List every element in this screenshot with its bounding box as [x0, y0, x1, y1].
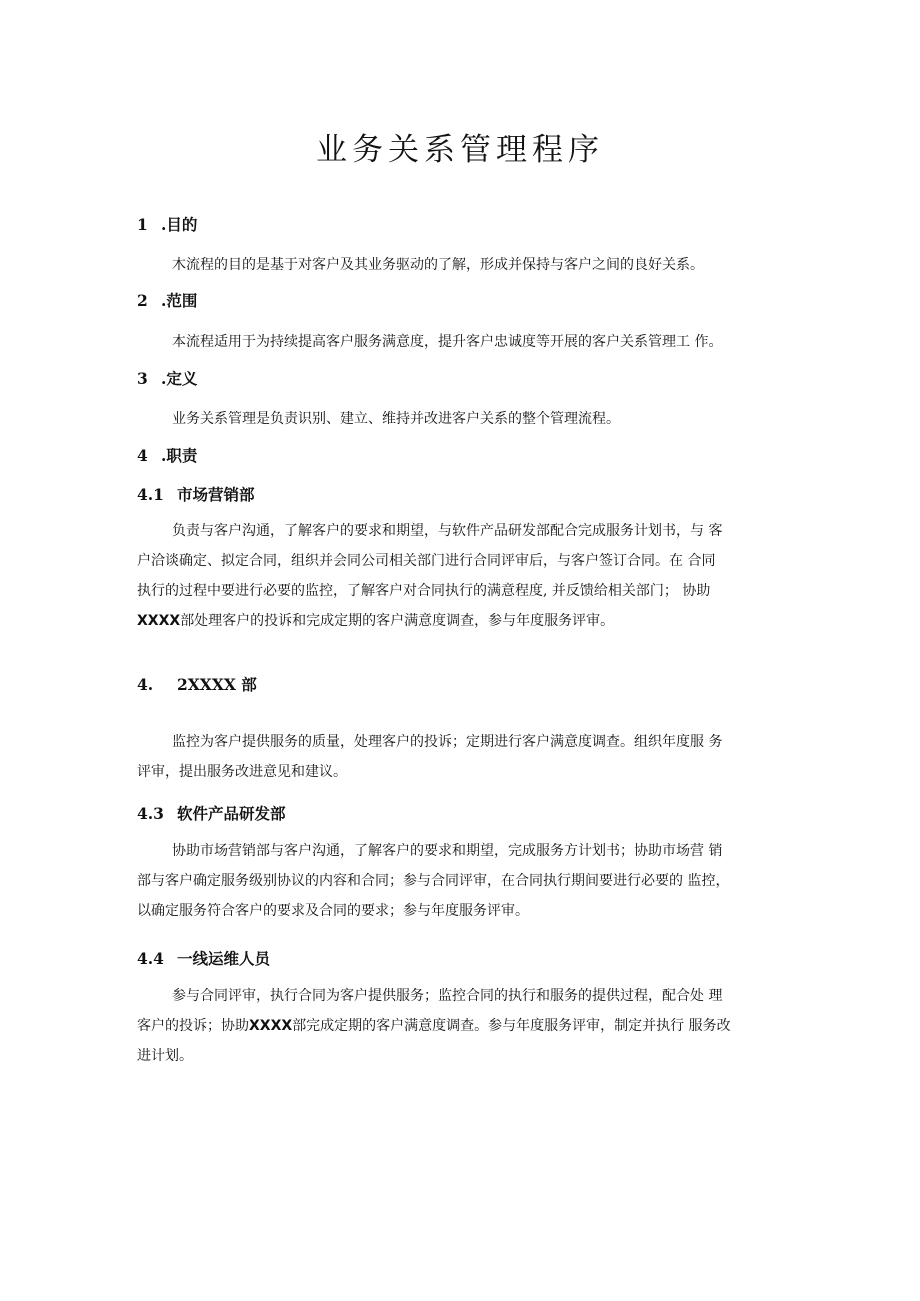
subsection-number: 4. — [137, 675, 154, 694]
subsection-label: 一线运维人员 — [177, 949, 271, 968]
section-number: 3 — [137, 369, 148, 388]
section-number: 4 — [137, 446, 148, 465]
section-heading-2 — [137, 290, 197, 312]
subsection-heading-4-2 — [137, 674, 257, 696]
subsection-number: 4.3 — [137, 804, 164, 823]
text-fragment: 部处理客户的投诉和完成定期的客户满意度调查，参与年度服务评审。 — [180, 613, 615, 629]
text-line: 参与合同评审，执行合同为客户提供服务；监控合同的执行和服务的提供过程，配合处 理 — [172, 988, 723, 1004]
text-line: 户洽谈确定、拟定合同，组织并会同公司相关部门进行合同评审后，与客户签订合同。在 合同 — [137, 553, 716, 569]
text-line — [137, 606, 787, 636]
dept-placeholder: XXXX — [249, 1018, 293, 1034]
section-label: .范围 — [161, 291, 198, 310]
subsection-number: 4.1 — [137, 485, 164, 504]
subsection-label: 2XXXX 部 — [177, 675, 257, 694]
subsection-heading-4-1 — [137, 484, 255, 506]
section-label: .职责 — [161, 446, 198, 465]
paragraph-xxxx-dept — [137, 727, 787, 787]
section-label: .定义 — [161, 369, 198, 388]
subsection-heading-4-3 — [137, 803, 286, 825]
section-number: 1 — [137, 215, 148, 234]
text-line: 以确定服务符合客户的要求及合同的要求；参与年度服务评审。 — [137, 903, 529, 919]
paragraph-marketing — [137, 516, 787, 636]
text-line: 评审，提出服务改进意见和建议。 — [137, 764, 347, 780]
section-heading-4 — [137, 445, 197, 467]
section-number: 2 — [137, 291, 148, 310]
text-line: 执行的过程中要进行必要的监控，了解客户对合同执行的满意程度, 并反馈给相关部门； 协助 — [137, 583, 711, 599]
subsection-label: 市场营销部 — [177, 485, 255, 504]
paragraph-purpose: 木流程的目的是基于对客户及其业务驱动的了解，形成并保持与客户之间的良好关系。 — [172, 257, 704, 273]
text-line — [137, 1011, 787, 1041]
paragraph-scope: 本流程适用于为持续提高客户服务满意度，提升客户忠诚度等开展的客户关系管理工 作。 — [172, 334, 723, 350]
subsection-label: 软件产品研发部 — [177, 804, 286, 823]
text-fragment: 客户的投诉；协助 — [137, 1018, 249, 1034]
subsection-heading-4-4 — [137, 948, 270, 970]
paragraph-rnd — [137, 836, 787, 926]
dept-placeholder: XXXX — [137, 613, 181, 629]
paragraph-definition: 业务关系管理是负责识别、建立、维持并改进客户关系的整个管理流程。 — [172, 411, 620, 427]
paragraph-ops — [137, 981, 787, 1071]
section-heading-1 — [137, 214, 197, 236]
document-title: 业务关系管理程序 — [316, 132, 604, 168]
text-line: 进计划。 — [137, 1048, 193, 1064]
text-line: 部与客户确定服务级别协议的内容和合同；参与合同评审，在合同执行期间要进行必要的 监控， — [137, 873, 730, 889]
text-line: 协助市场营销部与客户沟通，了解客户的要求和期望，完成服务方计划书；协助市场营 销 — [172, 843, 723, 859]
subsection-number: 4.4 — [137, 949, 164, 968]
text-line: 监控为客户提供服务的质量，处理客户的投诉；定期进行客户满意度调查。组织年度服 务 — [172, 734, 723, 750]
text-fragment: 部完成定期的客户满意度调查。参与年度服务评审，制定并执行 服务改 — [292, 1018, 731, 1034]
section-heading-3 — [137, 368, 197, 390]
text-line: 负责与客户沟通，了解客户的要求和期望，与软件产品研发部配合完成服务计划书，与 客 — [172, 523, 723, 539]
section-label: .目的 — [161, 215, 198, 234]
